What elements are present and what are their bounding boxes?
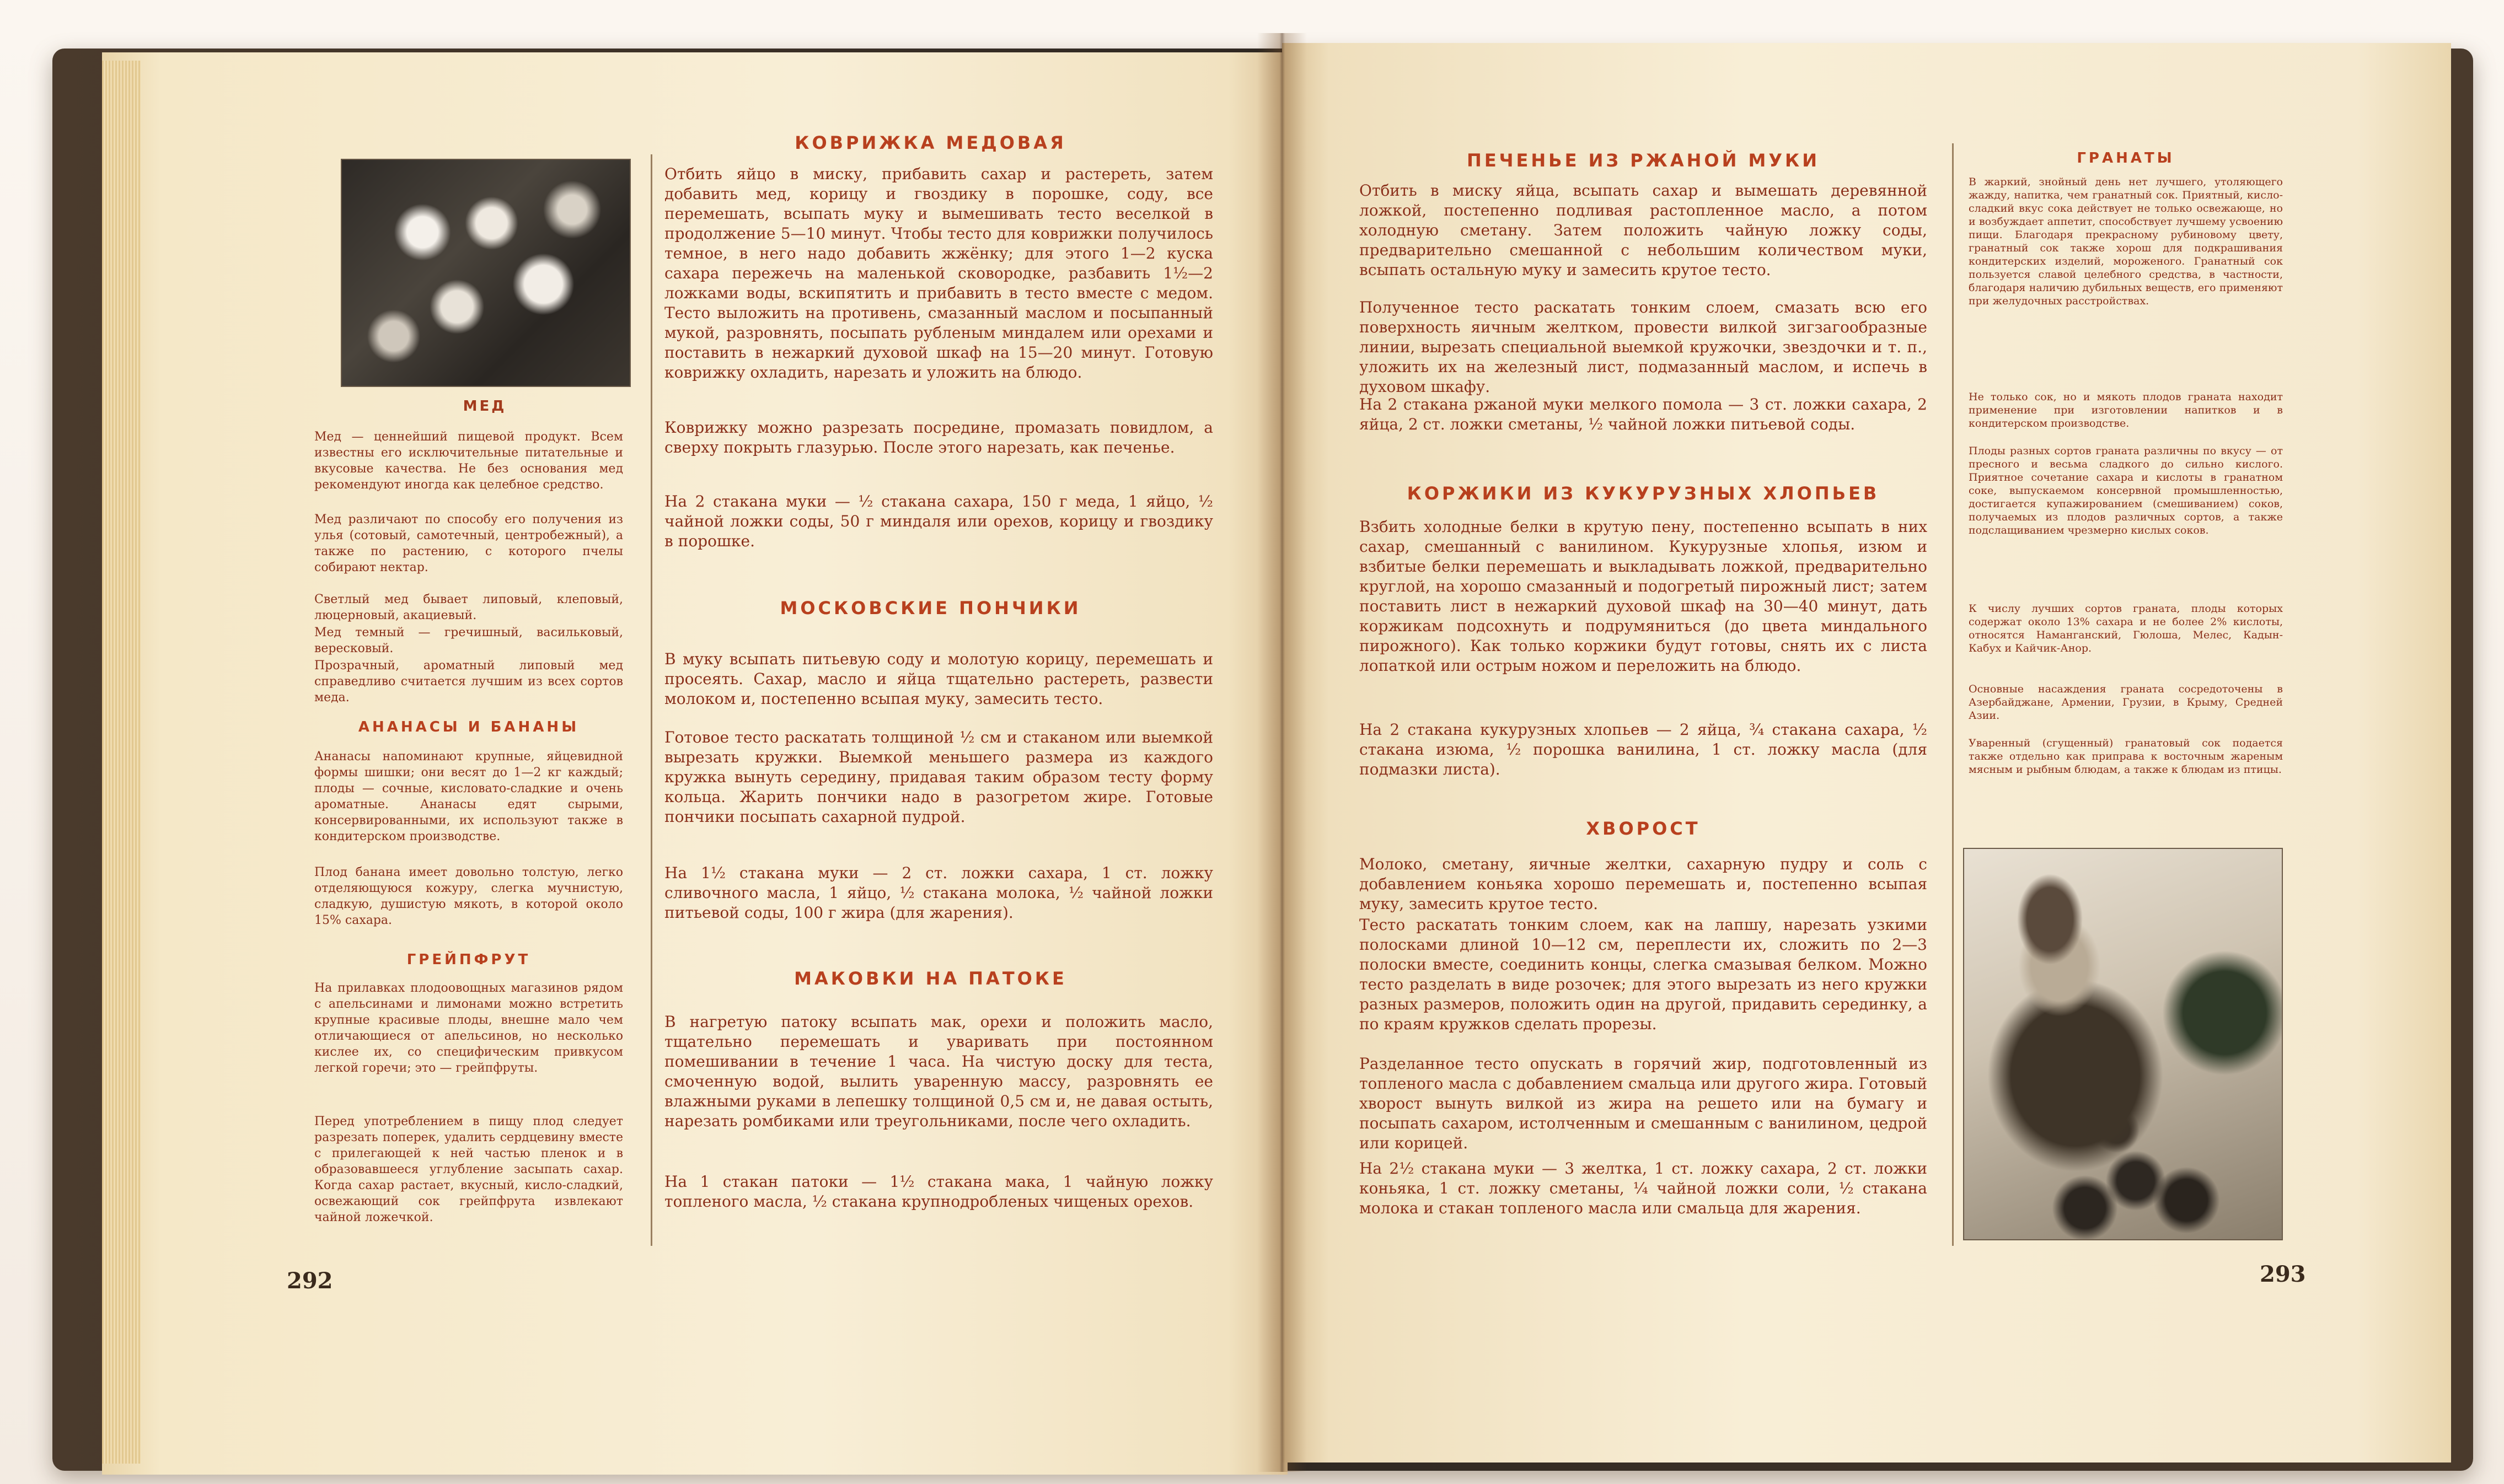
page-number-left: 292 — [287, 1268, 333, 1294]
korzhiki-heading: КОРЖИКИ ИЗ КУКУРУЗНЫХ ХЛОПЬЕВ — [1407, 483, 1880, 504]
honey-paragraph: Мед различают по способу его получения из улья (сотовый, самотечный, центробежный), а также по растению, с которого пчелы собирают нектар. — [314, 513, 623, 574]
kovrizhka-paragraph: Коврижку можно разрезать посредине, промазать повидлом, а сверху покрыть глазурью. После этого нарезать, как печенье. — [664, 418, 1213, 456]
pechenye-paragraph: Отбить в миску яйца, всыпать сахар и вымешать деревянной ложкой, постепенно подливая растопленное масло, а потом холодную сметану. Затем положить чайную ложку соды, предварительно смешанной с небольшим количеством муки, всыпать остальную муку и замесить крутое тесто. — [1359, 181, 1927, 279]
ponchiki-paragraph: В муку всыпать питьевую соду и молотую корицу, перемешать и просеять. Сахар, масло и яйца тщательно растереть, развести молоком и, постепенно всыпая муку, замесить тесто. — [664, 650, 1213, 708]
granaty-paragraph: К числу лучших сортов граната, плоды которых содержат около 13% сахара и не более 2% кислоты, относятся Наманганский, Гюлоша, Мелес, Кадын-Кабух и Кайчик-Анор. — [1969, 603, 2283, 654]
granaty-paragraph: Основные насаждения граната сосредоточены в Азербайджане, Армении, Грузии, в Крыму, Средней Азии. — [1969, 683, 2283, 722]
pechenye-paragraph: Полученное тесто раскатать тонким слоем, смазать всю его поверхность яичным желтком, провести вилкой зигзагообразные линии, вырезать специальной выемкой кружочки, звездочки и т. п., уложить их на железный лист, подмазанный маслом, и испечь в духовом шкафу. — [1359, 298, 1927, 396]
granaty-paragraph: В жаркий, знойный день нет лучшего, утоляющего жажду, напитка, чем гранатный сок. Приятный, кисло-сладкий вкус сока действует не только освежающе, но и возбуждает аппетит, способствует лучшему усвоению пищи. Благодаря прекрасному рубиновому цвету, гранатный сок также хорош для подкрашивания кондитерских изделий, мороженого. Гранатный сок пользуется славой целебного средства, в частности, благодаря наличию дубильных веществ, его применяют при желудочных расстройствах. — [1969, 176, 2283, 307]
left-column-rule — [651, 154, 652, 1246]
granaty-heading: ГРАНАТЫ — [2077, 150, 2175, 166]
makovki-ingredients: На 1 стакан патоки — 1½ стакана мака, 1 чайную ложку топленого масла, ½ стакана крупнодробленых чищеных орехов. — [664, 1173, 1213, 1211]
honey-paragraph: Мед темный — гречишный, васильковый, вересковый. — [314, 626, 623, 655]
honey-paragraph: Прозрачный, ароматный липовый мед справедливо считается лучшим из всех сортов меда. — [314, 659, 623, 705]
makovki-heading: МАКОВКИ НА ПАТОКЕ — [794, 968, 1067, 989]
khvorost-heading: ХВОРОСТ — [1586, 818, 1701, 839]
pechenye-heading: ПЕЧЕНЬЕ ИЗ РЖАНОЙ МУКИ — [1467, 150, 1820, 171]
honey-paragraph: Светлый мед бывает липовый, клеповый, люцерновый, акациевый. — [314, 593, 623, 622]
khvorost-paragraph: Молоко, сметану, яичные желтки, сахарную пудру и соль с добавлением коньяка хорошо перемешать и, постепенно всыпая муку, замесить крутое тесто. — [1359, 855, 1927, 913]
korzhiki-ingredients: На 2 стакана кукурузных хлопьев — 2 яйца, ¾ стакана сахара, ½ стакана изюма, ½ порошка ванилина, 1 ст. ложку масла (для подмазки листа). — [1359, 721, 1927, 778]
grapefruit-paragraph: Перед употреблением в пищу плод следует разрезать поперек, удалить сердцевину вместе с прилегающей к ней частью пленок и в образовавшееся углубление засыпать сахар. Когда сахар растает, вкусный, кисло-сладкий, освежающий сок грейпфрута извлекают чайной ложечкой. — [314, 1115, 623, 1224]
granaty-paragraph: Плоды разных сортов граната различны по вкусу — от пресного и весьма сладкого до сильно кислого. Приятное сочетание сахара и кислоты в гранатном соке, выпускаемом консервной промышленностью, достигается купажированием (смешиванием) соков, получаемых из плодов различных сортов, а также подслащиванием чрезмерно кислых соков. — [1969, 445, 2283, 536]
granaty-paragraph: Не только сок, но и мякоть плодов граната находит применение при изготовлении напитков и в кондитерском производстве. — [1969, 391, 2283, 429]
honey-photo-caption: МЕД — [463, 398, 507, 415]
ponchiki-paragraph: Готовое тесто раскатать толщиной ½ см и стаканом или выемкой вырезать кружки. Выемкой меньшего размера из каждого кружка вынуть середину, придавая таким образом тесту форму кольца. Жарить пончики надо в разогретом жире. Готовые пончики посыпать сахарной пудрой. — [664, 728, 1213, 826]
grapefruit-paragraph: На прилавках плодоовощных магазинов рядом с апельсинами и лимонами можно встретить крупные красивые плоды, внешне мало чем отличающиеся от апельсинов, но несколько кислее их, со специфическим привкусом легкой горечи; это — грейпфруты. — [314, 981, 623, 1075]
kovrizhka-heading: КОВРИЖКА МЕДОВАЯ — [795, 132, 1066, 153]
makovki-paragraph: В нагретую патоку всыпать мак, орехи и положить масло, тщательно перемешать и уваривать при постоянном помешивании в течение 1 часа. На чистую доску для теста, смоченную водой, вылить уваренную массу, разровнять ее влажными руками в лепешку толщиной 0,5 см и, не давая остыть, нарезать ромбиками или треугольниками, после чего охладить. — [664, 1013, 1213, 1130]
ponchiki-ingredients: На 1½ стакана муки — 2 ст. ложки сахара, 1 ст. ложку сливочного масла, 1 яйцо, ½ стакана молока, ½ чайной ложки питьевой соды, 100 г жира (для жарения). — [664, 864, 1213, 922]
right-column-rule — [1952, 143, 1954, 1246]
khvorost-ingredients: На 2½ стакана муки — 3 желтка, 1 ст. ложку сахара, 2 ст. ложки коньяка, 1 ст. ложку сметаны, ¼ чайной ложки соли, ½ стакана молока и стакан топленого масла или смальца для жарения. — [1359, 1159, 1927, 1217]
ananas-paragraph: Плод банана имеет довольно толстую, легко отделяющуюся кожуру, слегка мучнистую, сладкую, душистую мякоть, в которой около 15% сахара. — [314, 865, 623, 927]
page-edges — [102, 61, 141, 1464]
ponchiki-heading: МОСКОВСКИЕ ПОНЧИКИ — [780, 598, 1081, 619]
grapefruit-heading: ГРЕЙПФРУТ — [406, 951, 531, 968]
khvorost-paragraph: Разделанное тесто опускать в горячий жир, подготовленный из топленого масла с добавлением смальца или другого жира. Готовый хворост вынуть вилкой из жира на решето или на бумагу и посыпать сахаром, истолченным и смешанным с ванилином, цедрой или корицей. — [1359, 1055, 1927, 1152]
book-gutter — [1257, 33, 1307, 1472]
ananas-heading: АНАНАСЫ И БАНАНЫ — [358, 719, 580, 735]
kovrizhka-paragraph: Отбить яйцо в миску, прибавить сахар и растереть, затем добавить мед, корицу и гвоздику в порошке, соду, все перемешать, всыпать муку и вымешивать тесто веселкой в продолжение 5—10 минут. Чтобы тесто для коврижки получилось темное, в него надо добавить жжёнку; для этого 1—2 куска сахара пережечь на маленькой сковородке, разбавить 1½—2 ложками воды, вскипятить и прибавить в тесто вместе с медом. Тесто выложить на противень, смазанный маслом и посыпанный мукой, разровнять, посыпать рубленым миндалем или орехами и поставить в нежаркий духовой шкаф на 15—20 минут. Готовую коврижку охладить, нарезать и уложить на блюдо. — [664, 165, 1213, 381]
pomegranate-harvest-photo — [1963, 848, 2283, 1240]
honey-paragraph: Мед — ценнейший пищевой продукт. Всем известны его исключительные питательные и вкусовые качества. Не без основания мед рекомендуют иногда как целебное средство. — [314, 430, 623, 492]
page-number-right: 293 — [2260, 1261, 2306, 1287]
honey-flowers-photo — [341, 159, 631, 387]
kovrizhka-ingredients: На 2 стакана муки — ½ стакана сахара, 150 г меда, 1 яйцо, ½ чайной ложки соды, 50 г миндаля или орехов, корицу и гвоздику в порошке. — [664, 492, 1213, 550]
korzhiki-paragraph: Взбить холодные белки в крутую пену, постепенно всыпать в них сахар, смешанный с ванилином. Кукурузные хлопья, изюм и взбитые белки перемешать и выкладывать ложкой, предварительно круглой, на хорошо смазанный и подогретый пирожный лист; затем поставить лист в нежаркий духовой шкаф на 30—40 минут, дать коржикам подсохнуть и подрумяниться (до цвета миндального пирожного). Как только коржики будут готовы, снять их с листа лопаткой или острым ножом и переложить на блюдо. — [1359, 518, 1927, 675]
granaty-paragraph: Уваренный (сгущенный) гранатовый сок подается также отдельно как приправа к восточным жареным мясным и рыбным блюдам, а также к блюдам из птицы. — [1969, 737, 2283, 776]
pechenye-ingredients: На 2 стакана ржаной муки мелкого помола — 3 ст. ложки сахара, 2 яйца, 2 ст. ложки сметаны, ½ чайной ложки питьевой соды. — [1359, 395, 1927, 433]
ananas-paragraph: Ананасы напоминают крупные, яйцевидной формы шишки; они весят до 1—2 кг каждый; плоды — сочные, кисловато-сладкие и очень ароматные. Ананасы едят сырыми, консервированными, их используют также в кондитерском производстве. — [314, 750, 623, 843]
khvorost-paragraph: Тесто раскатать тонким слоем, как на лапшу, нарезать узкими полосками длиной 10—12 см, переплести их, сложить по 2—3 полоски вместе, соединить концы, слегка смазывая белком. Можно тесто разделать в виде розочек; для этого вырезать из него кружки разных размеров, положить один на другой, придавить серединку, а по краям кружков сделать прорезы. — [1359, 916, 1927, 1033]
